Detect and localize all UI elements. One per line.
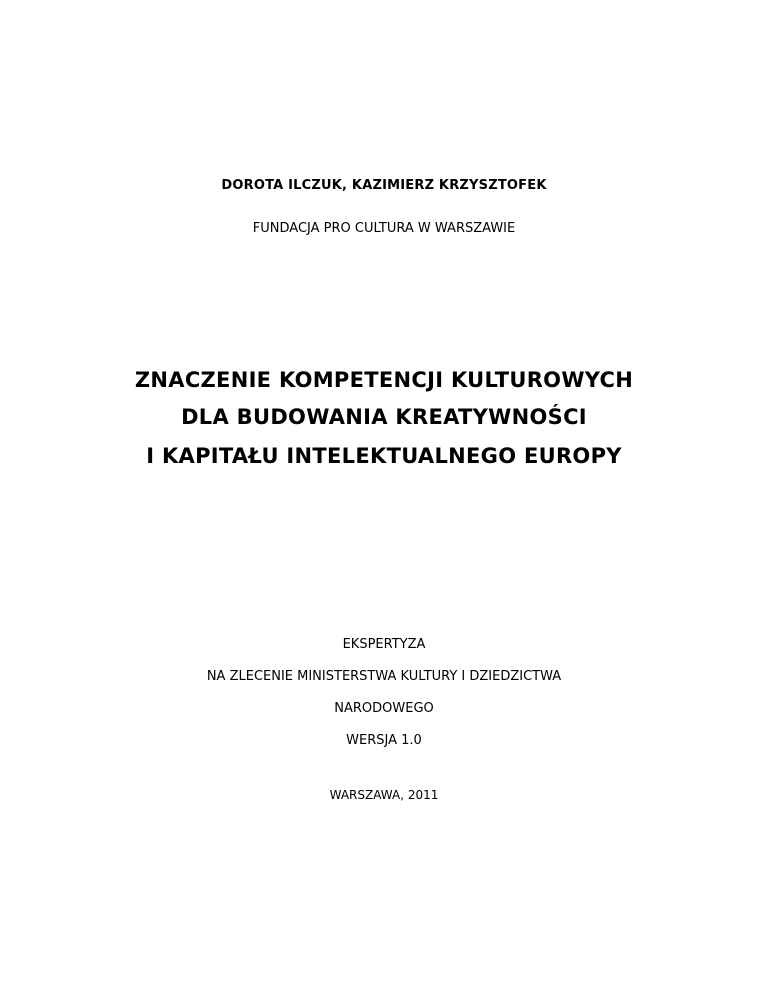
commission-line-1: NA ZLECENIE MINISTERSTWA KULTURY I DZIEDZICTWA [206, 669, 562, 684]
commission-line-2: NARODOWEGO [334, 701, 434, 716]
institution: FUNDACJA PRO CULTURA W WARSZAWIE [252, 221, 516, 236]
version: WERSJA 1.0 [346, 733, 422, 748]
place-date: WARSZAWA, 2011 [329, 788, 439, 802]
title-line-2: DLA BUDOWANIA KREATYWNOŚCI [181, 405, 587, 429]
title-line-3: I KAPITAŁU INTELEKTUALNEGO EUROPY [146, 444, 622, 468]
authors: DOROTA ILCZUK, KAZIMIERZ KRZYSZTOFEK [221, 178, 547, 193]
title-line-1: ZNACZENIE KOMPETENCJI KULTUROWYCH [134, 368, 634, 392]
document-type: EKSPERTYZA [342, 637, 426, 652]
